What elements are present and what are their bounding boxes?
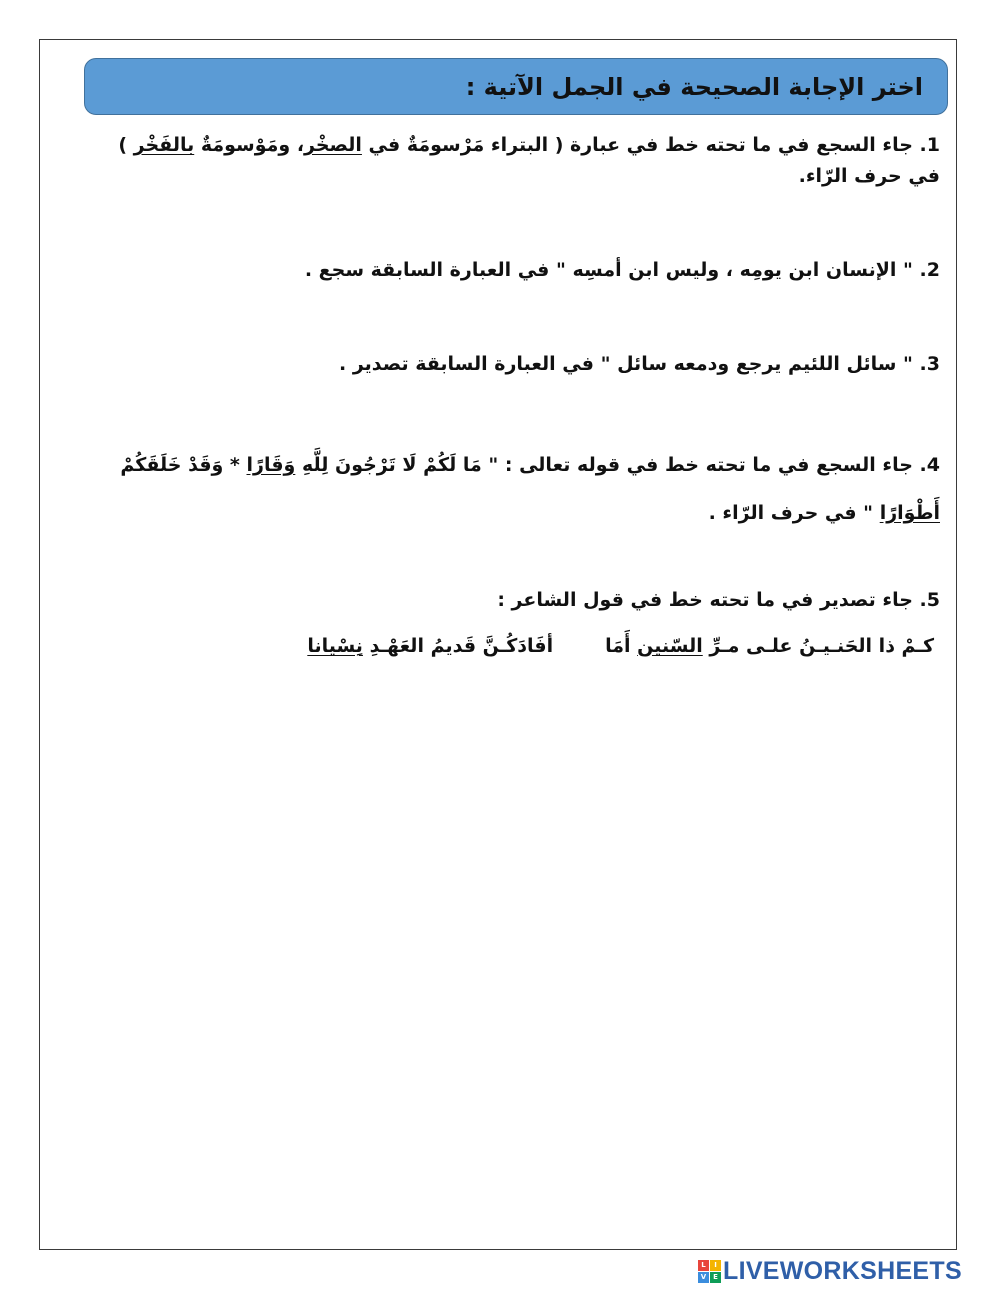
question-number: 3. — [919, 353, 940, 375]
poem-verse — [307, 632, 934, 660]
underlined-word: وَقَارًا — [246, 454, 296, 476]
question-number: 5. — [919, 589, 940, 611]
question-2 — [85, 255, 940, 286]
hemistich-gap — [553, 632, 605, 660]
question-3 — [85, 349, 940, 380]
underlined-word: نِسْيانا — [307, 635, 363, 657]
logo-mark-icon — [698, 1260, 721, 1283]
question-number: 1. — [919, 134, 940, 156]
logo-text: LIVEWORKSHEETS — [723, 1256, 962, 1285]
instructions-banner — [84, 58, 948, 115]
logo-tile: V — [698, 1272, 709, 1283]
logo-tile: L — [698, 1260, 709, 1271]
liveworksheets-logo — [698, 1256, 962, 1286]
question-number: 4. — [919, 454, 940, 476]
underlined-word: بالفَخْر — [133, 134, 195, 156]
instructions-title: اختر الإجابة الصحيحة في الجمل الآتية : — [465, 72, 923, 101]
logo-tile: E — [710, 1272, 721, 1283]
question-text: " الإنسان ابن يومِه ، وليس ابن أمسِه " في العبارة السابقة سجع . — [304, 259, 913, 281]
question-text: " سائل اللئيم يرجع ودمعه سائل " في العبارة السابقة تصدير . — [338, 353, 913, 375]
underlined-word: أَطْوَارًا — [879, 502, 940, 524]
underlined-word: السّنين — [637, 635, 703, 657]
question-number: 2. — [919, 259, 940, 281]
underlined-word: الصخْر — [304, 134, 362, 156]
second-hemistich: أفَادَكُـنَّ قَديمُ العَهْـدِ نِسْيانا — [307, 635, 554, 657]
question-4: 4. جاء السجع في ما تحته خط في قوله تعالى : " مَا لَكُمْ لَا تَرْجُونَ لِلَّهِ وَقَارًا * وَقَدْ خَلَقَكُمْ أَطْوَارًا " في حرف الرّاء . — [120, 454, 940, 524]
question-1: 1. جاء السجع في ما تحته خط في عبارة ( البتراء مَرْسومَةٌ في الصخْر، ومَوْسومَةٌ بالفَخْر ) في حرف الرّاء. — [118, 134, 940, 187]
logo-tile: I — [710, 1260, 721, 1271]
question-text: جاء تصدير في ما تحته خط في قول الشاعر : — [497, 589, 913, 611]
first-hemistich: كـمْ ذا الحَنـيـنُ علـى مـرِّ السّنين أَمَا — [605, 635, 934, 657]
question-5 — [85, 585, 940, 616]
